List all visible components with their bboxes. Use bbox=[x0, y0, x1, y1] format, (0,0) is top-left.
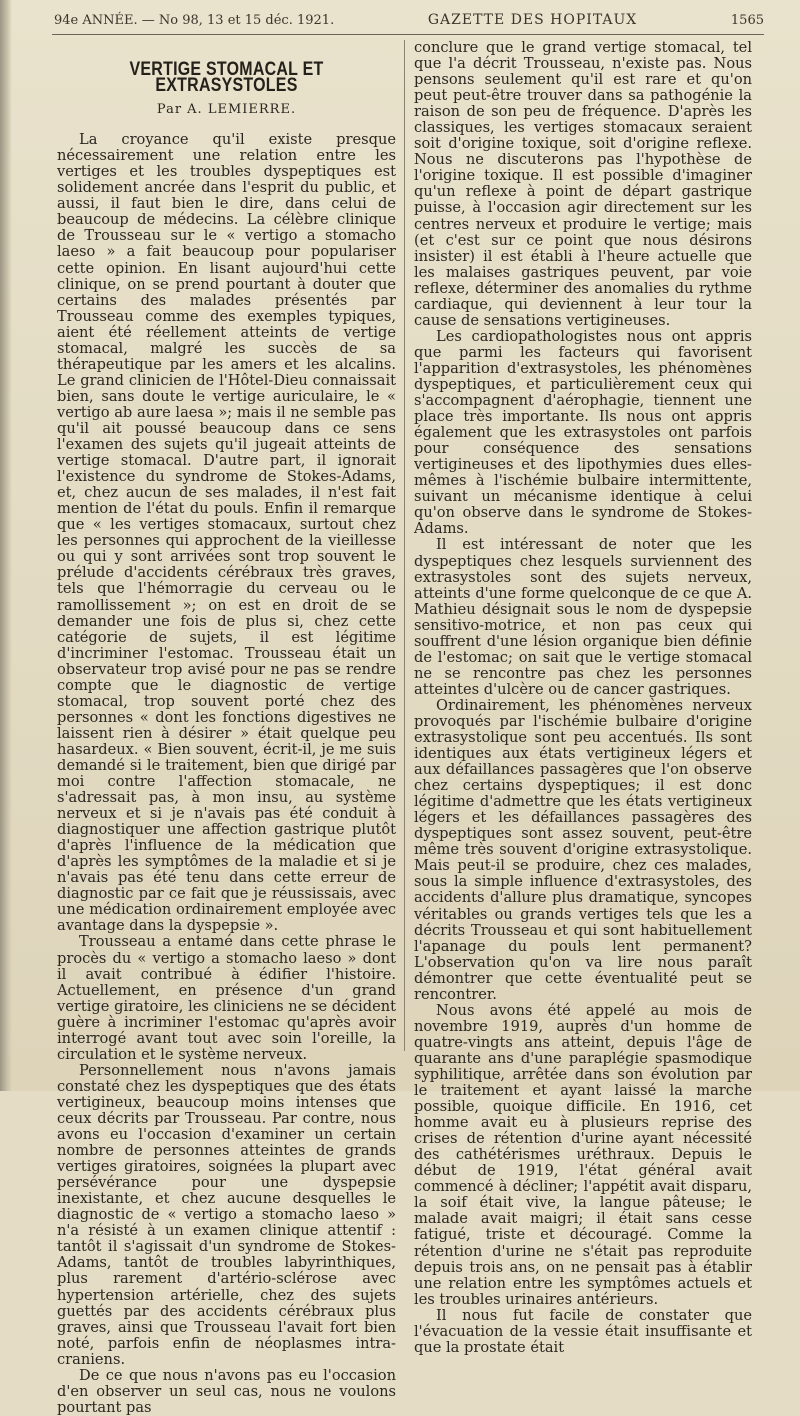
left-column bbox=[57, 52, 396, 1416]
paragraph: Personnellement nous n'avons jamais constaté chez les dyspeptiques que des états vertigineux, beaucoup moins intenses que ceux décrits par Trousseau. Par contre, nous avons eu l'occasion d'examiner un certain nombre de personnes atteintes de grands vertiges giratoires, soignées la plupart avec persévérance pour une dyspepsie inexistante, et chez aucune desquelles le diagnostic de « vertigo a stomacho laeso » n'a résisté à un examen clinique attentif : tantôt il s'agissait d'un syndrome de Stokes-Adams, tantôt de troubles labyrinthiques, plus rarement d'artério-sclérose avec hypertension artérielle, chez des sujets guettés par des accidents cérébraux plus graves, ainsi que Trousseau l'avait fort bien noté, parfois enfin de néoplasmes intra-craniens. bbox=[57, 1061, 396, 1368]
paragraph: Trousseau a entamé dans cette phrase le procès du « vertigo a stomacho laeso » dont il avait contribué à édifier l'histoire. Actuellement, en présence d'un grand vertige giratoire, les cliniciens ne se décident guère à incriminer l'estomac qu'après avoir interrogé avant tout avec soin l'oreille, la circulation et le système nerveux. bbox=[57, 933, 396, 1063]
issue-info: 94e ANNÉE. — No 98, 13 et 15 déc. 1921. bbox=[54, 13, 335, 28]
paragraph: conclure que le grand vertige stomacal, tel que l'a décrit Trousseau, n'existe pas. Nous pensons seulement qu'il est rare et qu'on peut peut-être trouver dans sa pathogénie la raison de son peu de fréquence. D'après les classiques, les vertiges stomacaux seraient soit d'origine toxique, soit d'origine reflexe. Nous ne discuterons pas l'hypothèse de l'origine toxique. Il est possible d'imaginer qu'un reflexe à point de départ gastrique puisse, à l'occasion agir directement sur les centres nerveux et produire le vertige; mais (et c'est sur ce point que nous désirons insister) il est établi à l'heure actuelle que les malaises gastriques peuvent, par voie reflexe, déterminer des anomalies du rythme cardiaque, qui deviennent à leur tour la cause de sensations vertigineuses. bbox=[414, 39, 752, 329]
right-column bbox=[414, 39, 752, 1356]
running-header bbox=[54, 12, 764, 34]
paragraph: De ce que nous n'avons pas eu l'occasion d'en observer un seul cas, nous ne voulons pourtant pas bbox=[57, 1366, 396, 1416]
article-title: VERTIGE STOMACAL ET EXTRASYSTOLES bbox=[129, 59, 324, 97]
paragraph: Il nous fut facile de constater que l'évacuation de la vessie était insuffisante et que la prostate était bbox=[414, 1306, 752, 1356]
page-number: 1565 bbox=[730, 13, 764, 28]
paragraph: Ordinairement, les phénomènes nerveux provoqués par l'ischémie bulbaire d'origine extrasystolique sont peu accentués. Ils sont identiques aux états vertigineux légers et aux défaillances passagères que l'on observe chez certains dyspeptiques; il est donc légitime d'admettre que les états vertigineux légers et les défaillances passagères des dyspeptiques sont assez souvent, peut-être même très souvent d'origine extrasystolique. Mais peut-il se produire, chez ces malades, sous la simple influence d'extrasystoles, des accidents d'allure plus dramatique, syncopes véritables ou grands vertiges tels que les a décrits Trousseau et qui sont habituellement l'apanage du pouls lent permanent? L'observation qu'on va lire nous paraît démontrer que cette éventualité peut se rencontrer. bbox=[414, 696, 752, 1003]
header-rule bbox=[52, 34, 764, 35]
paragraph: La croyance qu'il existe presque nécessairement une relation entre les vertiges et les troubles dyspeptiques est solidement ancrée dans l'esprit du public, et aussi, il faut bien le dire, dans celui de beaucoup de médecins. La célèbre clinique de Trousseau sur le « vertigo a stomacho laeso » a fait beaucoup pour populariser cette opinion. En lisant aujourd'hui cette clinique, on se prend pourtant à douter que certains des malades présentés par Trousseau comme des exemples typiques, aient été réellement atteints de vertige stomacal, malgré les succès de sa thérapeutique par les amers et les alcalins. Le grand clinicien de l'Hôtel-Dieu connaissait bien, sans doute le vertige auriculaire, le « vertigo ab aure laesa »; mais il ne semble pas qu'il ait poussé beaucoup dans ce sens l'examen des sujets qu'il jugeait atteints de vertige stomacal. D'autre part, il ignorait l'existence du syndrome de Stokes-Adams, et, chez aucun de ses malades, il n'est fait mention de l'état du pouls. Enfin il remarque que « les vertiges stomacaux, surtout chez les personnes qui approchent de la vieillesse ou qui y sont arrivées sont trop souvent le prélude d'accidents cérébraux très graves, tels que l'hémorragie du cerveau ou le ramollissement »; on est en droit de se demander une fois de plus si, chez cette catégorie de sujets, il est légitime d'incriminer l'estomac. Trousseau était un observateur trop avisé pour ne pas se rendre compte que le diagnostic de vertige stomacal, trop souvent porté chez des personnes « dont les fonctions digestives ne laissent rien à désirer » était quelque peu hasardeux. « Bien souvent, écrit-il, je me suis demandé si le traitement, bien que dirigé par moi contre l'affection stomacale, ne s'adressait pas, à mon insu, au système nerveux et si je n'avais pas été conduit à diagnostiquer une affection gastrique plutôt d'après l'influence de la médication que d'après les symptômes de la maladie et si je n'avais pas été tenu dans cette erreur de diagnostic par ce fait que je réussissais, avec une médication ordinairement employée avec avantage dans la dyspepsie ». bbox=[57, 131, 396, 935]
paragraph: Les cardiopathologistes nous ont appris que parmi les facteurs qui favorisent l'apparition d'extrasystoles, les phénomènes dyspeptiques, et particulièrement ceux qui s'accompagnent d'aérophagie, tiennent une place très importante. Ils nous ont appris également que les extrasystoles ont parfois pour conséquence des sensations vertigineuses et des lipothymies dues elles-mêmes à l'ischémie bulbaire intermittente, suivant un mécanisme identique à celui qu'on observe dans le syndrome de Stokes-Adams. bbox=[414, 327, 752, 538]
paragraph: Nous avons été appelé au mois de novembre 1919, auprès d'un homme de quatre-vingts ans atteint, depuis l'âge de quarante ans d'une paraplégie spasmodique syphilitique, arrêtée dans son évolution par le traitement et ayant laissé la marche possible, quoique difficile. En 1916, cet homme avait eu à plusieurs reprise des crises de rétention d'urine ayant nécessité des cathétérismes uréthraux. Depuis le début de 1919, l'état général avait commencé à décliner; l'appétit avait disparu, la soif était vive, la langue pâteuse; le malade avait maigri; il était sans cesse fatigué, triste et découragé. Comme la rétention d'urine ne s'était pas reproduite depuis trois ans, on ne pensait pas à établir une relation entre les symptômes actuels et les troubles urinaires antérieurs. bbox=[414, 1001, 752, 1308]
journal-name: GAZETTE DES HOPITAUX bbox=[427, 12, 638, 28]
article-byline: Par A. LEMIERRE. bbox=[156, 102, 297, 118]
page-binding-edge bbox=[0, 0, 12, 1091]
paragraph: Il est intéressant de noter que les dyspeptiques chez lesquels surviennent des extrasystoles sont des sujets nerveux, atteints d'une forme quelconque de ce que A. Mathieu désignait sous le nom de dyspepsie sensitivo-motrice, et non pas ceux qui souffrent d'une lésion organique bien définie de l'estomac; on sait que le vertige stomacal ne se rencontre pas chez les personnes atteintes d'ulcère ou de cancer gastriques. bbox=[414, 536, 752, 698]
column-divider bbox=[404, 40, 405, 1051]
